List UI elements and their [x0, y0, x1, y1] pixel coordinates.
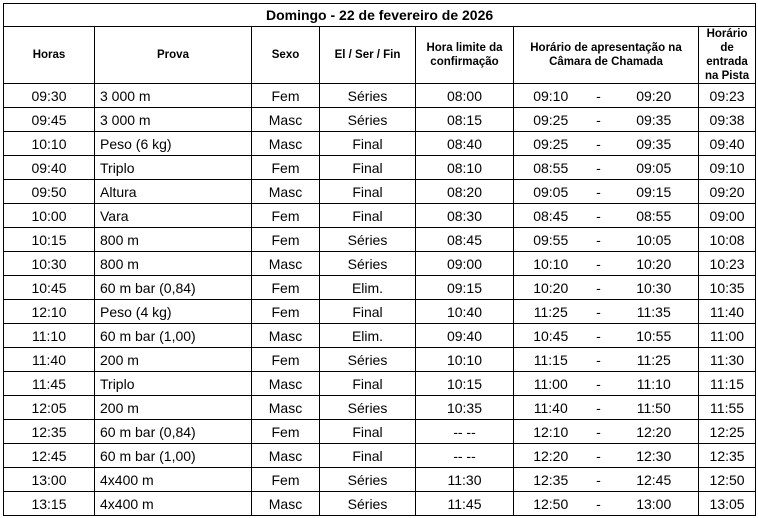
cell-fase: Final — [320, 204, 416, 228]
cell-apresentacao-inicio: 09:25 — [514, 108, 588, 132]
cell-entrada: 09:20 — [699, 180, 756, 204]
cell-apresentacao-inicio: 12:35 — [514, 468, 588, 492]
cell-horas: 09:40 — [4, 156, 95, 180]
cell-prova: Vara — [95, 204, 252, 228]
cell-prova: Peso (4 kg) — [95, 300, 252, 324]
cell-separador: - — [588, 228, 610, 252]
cell-entrada: 13:05 — [699, 492, 756, 516]
table-row — [4, 252, 756, 276]
cell-apresentacao-fim: 12:45 — [610, 468, 699, 492]
cell-horas: 10:10 — [4, 132, 95, 156]
cell-prova: 800 m — [95, 228, 252, 252]
cell-apresentacao-fim: 09:20 — [610, 84, 699, 108]
table-row — [4, 348, 756, 372]
cell-apresentacao-fim: 11:35 — [610, 300, 699, 324]
cell-horas: 12:10 — [4, 300, 95, 324]
cell-fase: Final — [320, 444, 416, 468]
cell-apresentacao-inicio: 10:10 — [514, 252, 588, 276]
cell-sexo: Masc — [252, 108, 320, 132]
cell-separador: - — [588, 132, 610, 156]
table-row — [4, 468, 756, 492]
cell-sexo: Fem — [252, 468, 320, 492]
cell-entrada: 11:40 — [699, 300, 756, 324]
cell-prova: 60 m bar (0,84) — [95, 420, 252, 444]
schedule-table — [3, 3, 756, 516]
table-row — [4, 108, 756, 132]
cell-apresentacao-inicio: 11:25 — [514, 300, 588, 324]
cell-limite: 09:15 — [416, 276, 514, 300]
cell-limite: 11:30 — [416, 468, 514, 492]
cell-horas: 12:45 — [4, 444, 95, 468]
cell-apresentacao-inicio: 12:20 — [514, 444, 588, 468]
cell-separador: - — [588, 84, 610, 108]
header-limite: Hora limite da confirmação — [416, 27, 514, 84]
cell-separador: - — [588, 252, 610, 276]
cell-sexo: Fem — [252, 156, 320, 180]
cell-limite: -- -- — [416, 420, 514, 444]
cell-apresentacao-inicio: 09:25 — [514, 132, 588, 156]
cell-fase: Séries — [320, 396, 416, 420]
cell-prova: 3 000 m — [95, 84, 252, 108]
cell-fase: Final — [320, 420, 416, 444]
cell-limite: 11:45 — [416, 492, 514, 516]
cell-limite: 08:45 — [416, 228, 514, 252]
cell-apresentacao-fim: 09:35 — [610, 108, 699, 132]
table-row — [4, 204, 756, 228]
cell-horas: 13:00 — [4, 468, 95, 492]
header-fase: El / Ser / Fin — [320, 27, 416, 84]
cell-separador: - — [588, 468, 610, 492]
cell-apresentacao-fim: 13:00 — [610, 492, 699, 516]
cell-apresentacao-inicio: 08:55 — [514, 156, 588, 180]
cell-apresentacao-inicio: 10:20 — [514, 276, 588, 300]
cell-separador: - — [588, 180, 610, 204]
cell-apresentacao-fim: 12:30 — [610, 444, 699, 468]
cell-horas: 10:00 — [4, 204, 95, 228]
cell-separador: - — [588, 276, 610, 300]
cell-fase: Final — [320, 372, 416, 396]
cell-separador: - — [588, 396, 610, 420]
cell-limite: 08:10 — [416, 156, 514, 180]
cell-fase: Final — [320, 180, 416, 204]
cell-sexo: Masc — [252, 180, 320, 204]
cell-entrada: 10:35 — [699, 276, 756, 300]
cell-separador: - — [588, 444, 610, 468]
cell-limite: 09:00 — [416, 252, 514, 276]
cell-entrada: 10:08 — [699, 228, 756, 252]
cell-fase: Séries — [320, 108, 416, 132]
cell-fase: Séries — [320, 84, 416, 108]
header-entrada: Horário de entrada na Pista — [699, 27, 756, 84]
cell-apresentacao-fim: 10:20 — [610, 252, 699, 276]
cell-sexo: Fem — [252, 276, 320, 300]
cell-separador: - — [588, 420, 610, 444]
table-row — [4, 132, 756, 156]
cell-sexo: Fem — [252, 348, 320, 372]
cell-sexo: Fem — [252, 204, 320, 228]
cell-separador: - — [588, 156, 610, 180]
table-row — [4, 324, 756, 348]
cell-sexo: Masc — [252, 132, 320, 156]
cell-prova: 4x400 m — [95, 468, 252, 492]
table-row — [4, 492, 756, 516]
cell-entrada: 09:38 — [699, 108, 756, 132]
cell-sexo: Fem — [252, 84, 320, 108]
header-horas: Horas — [4, 27, 95, 84]
cell-prova: 60 m bar (0,84) — [95, 276, 252, 300]
cell-entrada: 12:50 — [699, 468, 756, 492]
cell-entrada: 11:00 — [699, 324, 756, 348]
cell-limite: 08:30 — [416, 204, 514, 228]
cell-horas: 12:05 — [4, 396, 95, 420]
cell-fase: Séries — [320, 468, 416, 492]
cell-horas: 13:15 — [4, 492, 95, 516]
cell-fase: Final — [320, 300, 416, 324]
cell-apresentacao-inicio: 11:40 — [514, 396, 588, 420]
cell-apresentacao-fim: 08:55 — [610, 204, 699, 228]
header-apresentacao: Horário de apresentação na Câmara de Chamada — [514, 27, 699, 84]
cell-limite: 08:15 — [416, 108, 514, 132]
cell-separador: - — [588, 324, 610, 348]
cell-horas: 11:10 — [4, 324, 95, 348]
cell-sexo: Masc — [252, 396, 320, 420]
cell-apresentacao-inicio: 12:10 — [514, 420, 588, 444]
cell-entrada: 09:00 — [699, 204, 756, 228]
cell-apresentacao-inicio: 11:00 — [514, 372, 588, 396]
cell-prova: 200 m — [95, 396, 252, 420]
cell-fase: Elim. — [320, 276, 416, 300]
cell-separador: - — [588, 492, 610, 516]
cell-fase: Final — [320, 132, 416, 156]
cell-apresentacao-inicio: 12:50 — [514, 492, 588, 516]
cell-sexo: Masc — [252, 492, 320, 516]
cell-apresentacao-fim: 11:50 — [610, 396, 699, 420]
cell-entrada: 11:55 — [699, 396, 756, 420]
cell-prova: Peso (6 kg) — [95, 132, 252, 156]
cell-fase: Elim. — [320, 324, 416, 348]
table-row — [4, 420, 756, 444]
cell-apresentacao-fim: 09:15 — [610, 180, 699, 204]
table-row — [4, 276, 756, 300]
cell-apresentacao-inicio: 09:05 — [514, 180, 588, 204]
cell-entrada: 09:23 — [699, 84, 756, 108]
table-row — [4, 372, 756, 396]
cell-limite: -- -- — [416, 444, 514, 468]
cell-entrada: 11:30 — [699, 348, 756, 372]
header-sexo: Sexo — [252, 27, 320, 84]
cell-horas: 09:45 — [4, 108, 95, 132]
table-body — [4, 84, 756, 516]
table-row — [4, 228, 756, 252]
cell-prova: Triplo — [95, 156, 252, 180]
cell-entrada: 12:25 — [699, 420, 756, 444]
cell-sexo: Masc — [252, 324, 320, 348]
cell-entrada: 10:23 — [699, 252, 756, 276]
cell-apresentacao-fim: 09:05 — [610, 156, 699, 180]
cell-fase: Séries — [320, 252, 416, 276]
cell-fase: Final — [320, 156, 416, 180]
cell-apresentacao-fim: 10:55 — [610, 324, 699, 348]
cell-sexo: Masc — [252, 444, 320, 468]
cell-separador: - — [588, 372, 610, 396]
cell-limite: 08:00 — [416, 84, 514, 108]
cell-separador: - — [588, 300, 610, 324]
cell-horas: 09:50 — [4, 180, 95, 204]
cell-prova: 3 000 m — [95, 108, 252, 132]
cell-apresentacao-inicio: 09:10 — [514, 84, 588, 108]
cell-horas: 12:35 — [4, 420, 95, 444]
cell-entrada: 12:35 — [699, 444, 756, 468]
cell-limite: 10:35 — [416, 396, 514, 420]
table-title: Domingo - 22 de fevereiro de 2026 — [4, 4, 756, 27]
cell-prova: Altura — [95, 180, 252, 204]
cell-apresentacao-fim: 09:35 — [610, 132, 699, 156]
cell-apresentacao-fim: 12:20 — [610, 420, 699, 444]
cell-limite: 10:40 — [416, 300, 514, 324]
cell-apresentacao-inicio: 11:15 — [514, 348, 588, 372]
cell-separador: - — [588, 204, 610, 228]
cell-separador: - — [588, 348, 610, 372]
cell-prova: 60 m bar (1,00) — [95, 444, 252, 468]
cell-horas: 10:30 — [4, 252, 95, 276]
cell-horas: 09:30 — [4, 84, 95, 108]
cell-sexo: Fem — [252, 420, 320, 444]
table-row — [4, 396, 756, 420]
cell-entrada: 09:10 — [699, 156, 756, 180]
cell-entrada: 11:15 — [699, 372, 756, 396]
cell-horas: 11:45 — [4, 372, 95, 396]
cell-apresentacao-inicio: 10:45 — [514, 324, 588, 348]
table-row — [4, 444, 756, 468]
cell-prova: 60 m bar (1,00) — [95, 324, 252, 348]
cell-fase: Séries — [320, 492, 416, 516]
cell-apresentacao-inicio: 08:45 — [514, 204, 588, 228]
cell-prova: 4x400 m — [95, 492, 252, 516]
cell-fase: Séries — [320, 348, 416, 372]
cell-limite: 09:40 — [416, 324, 514, 348]
cell-sexo: Masc — [252, 252, 320, 276]
cell-limite: 10:10 — [416, 348, 514, 372]
cell-horas: 10:45 — [4, 276, 95, 300]
cell-apresentacao-inicio: 09:55 — [514, 228, 588, 252]
cell-entrada: 09:40 — [699, 132, 756, 156]
cell-prova: 200 m — [95, 348, 252, 372]
cell-apresentacao-fim: 11:10 — [610, 372, 699, 396]
table-row — [4, 300, 756, 324]
cell-sexo: Masc — [252, 372, 320, 396]
table-row — [4, 156, 756, 180]
header-prova: Prova — [95, 27, 252, 84]
cell-horas: 11:40 — [4, 348, 95, 372]
cell-prova: Triplo — [95, 372, 252, 396]
cell-prova: 800 m — [95, 252, 252, 276]
cell-fase: Séries — [320, 228, 416, 252]
cell-apresentacao-fim: 11:25 — [610, 348, 699, 372]
cell-sexo: Fem — [252, 300, 320, 324]
table-row — [4, 84, 756, 108]
cell-apresentacao-fim: 10:30 — [610, 276, 699, 300]
cell-limite: 08:20 — [416, 180, 514, 204]
header-row — [4, 27, 756, 84]
cell-limite: 10:15 — [416, 372, 514, 396]
cell-apresentacao-fim: 10:05 — [610, 228, 699, 252]
cell-horas: 10:15 — [4, 228, 95, 252]
table-row — [4, 180, 756, 204]
cell-separador: - — [588, 108, 610, 132]
cell-sexo: Fem — [252, 228, 320, 252]
cell-limite: 08:40 — [416, 132, 514, 156]
